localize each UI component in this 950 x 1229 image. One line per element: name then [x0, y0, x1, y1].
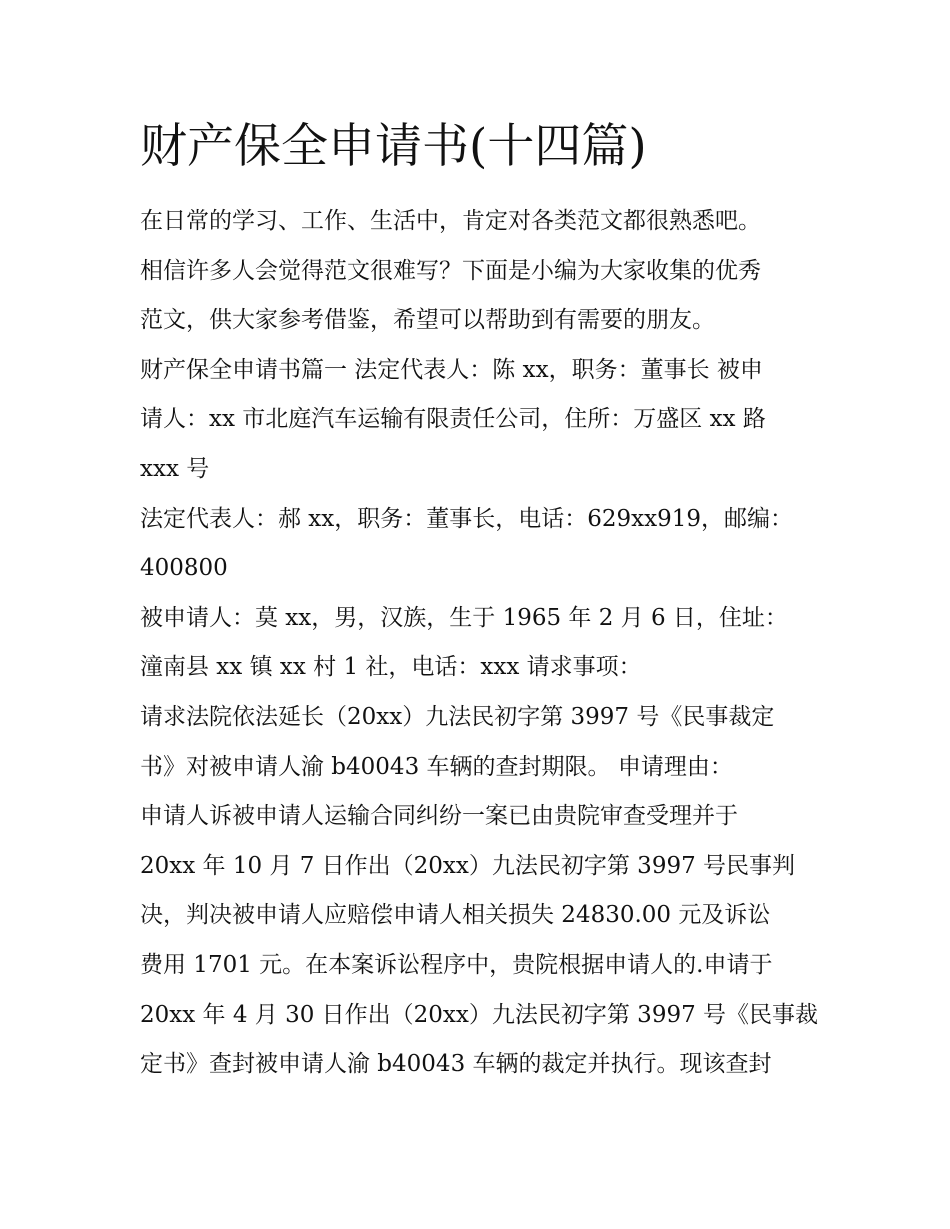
body-line: 财产保全申请书篇一 法定代表人：陈 xx，职务：董事长 被申: [140, 356, 763, 383]
body-line: 在日常的学习、工作、生活中，肯定对各类范文都很熟悉吧。: [140, 208, 761, 234]
body-line: 法定代表人：郝 xx，职务：董事长，电话：629xx919，邮编：: [140, 505, 793, 532]
body-line: 请求法院依法延长（20xx）九法民初字第 3997 号《民事裁定: [140, 703, 775, 730]
body-line: 定书》查封被申请人渝 b40043 车辆的裁定并执行。现该查封: [140, 1051, 772, 1078]
body-line: 400800: [140, 555, 228, 582]
body-line: 请人：xx 市北庭汽车运输有限责任公司，住所：万盛区 xx 路: [140, 406, 766, 433]
document-body: [140, 197, 830, 1090]
body-line: 潼南县 xx 镇 xx 村 1 社，电话：xxx 请求事项：: [140, 654, 642, 681]
body-line: 20xx 年 4 月 30 日作出（20xx）九法民初字第 3997 号《民事裁: [140, 1001, 819, 1028]
body-line: 决，判决被申请人应赔偿申请人相关损失 24830.00 元及诉讼: [140, 902, 771, 929]
body-line: 相信许多人会觉得范文很难写？下面是小编为大家收集的优秀: [140, 257, 761, 284]
body-line: 被申请人：莫 xx，男，汉族，生于 1965 年 2 月 6 日，住址：: [140, 604, 788, 631]
body-line: 费用 1701 元。在本案诉讼程序中，贵院根据申请人的.申请于: [140, 951, 773, 978]
body-line: 书》对被申请人渝 b40043 车辆的查封期限。 申请理由：: [140, 753, 733, 780]
body-line: 20xx 年 10 月 7 日作出（20xx）九法民初字第 3997 号民事判: [140, 852, 796, 879]
body-line: 范文，供大家参考借鉴，希望可以帮助到有需要的朋友。: [140, 307, 715, 334]
body-line: 申请人诉被申请人运输合同纠纷一案已由贵院审查受理并于: [140, 803, 738, 830]
document-title: 财产保全申请书(十四篇): [140, 119, 647, 174]
body-line: xxx 号: [140, 455, 210, 482]
